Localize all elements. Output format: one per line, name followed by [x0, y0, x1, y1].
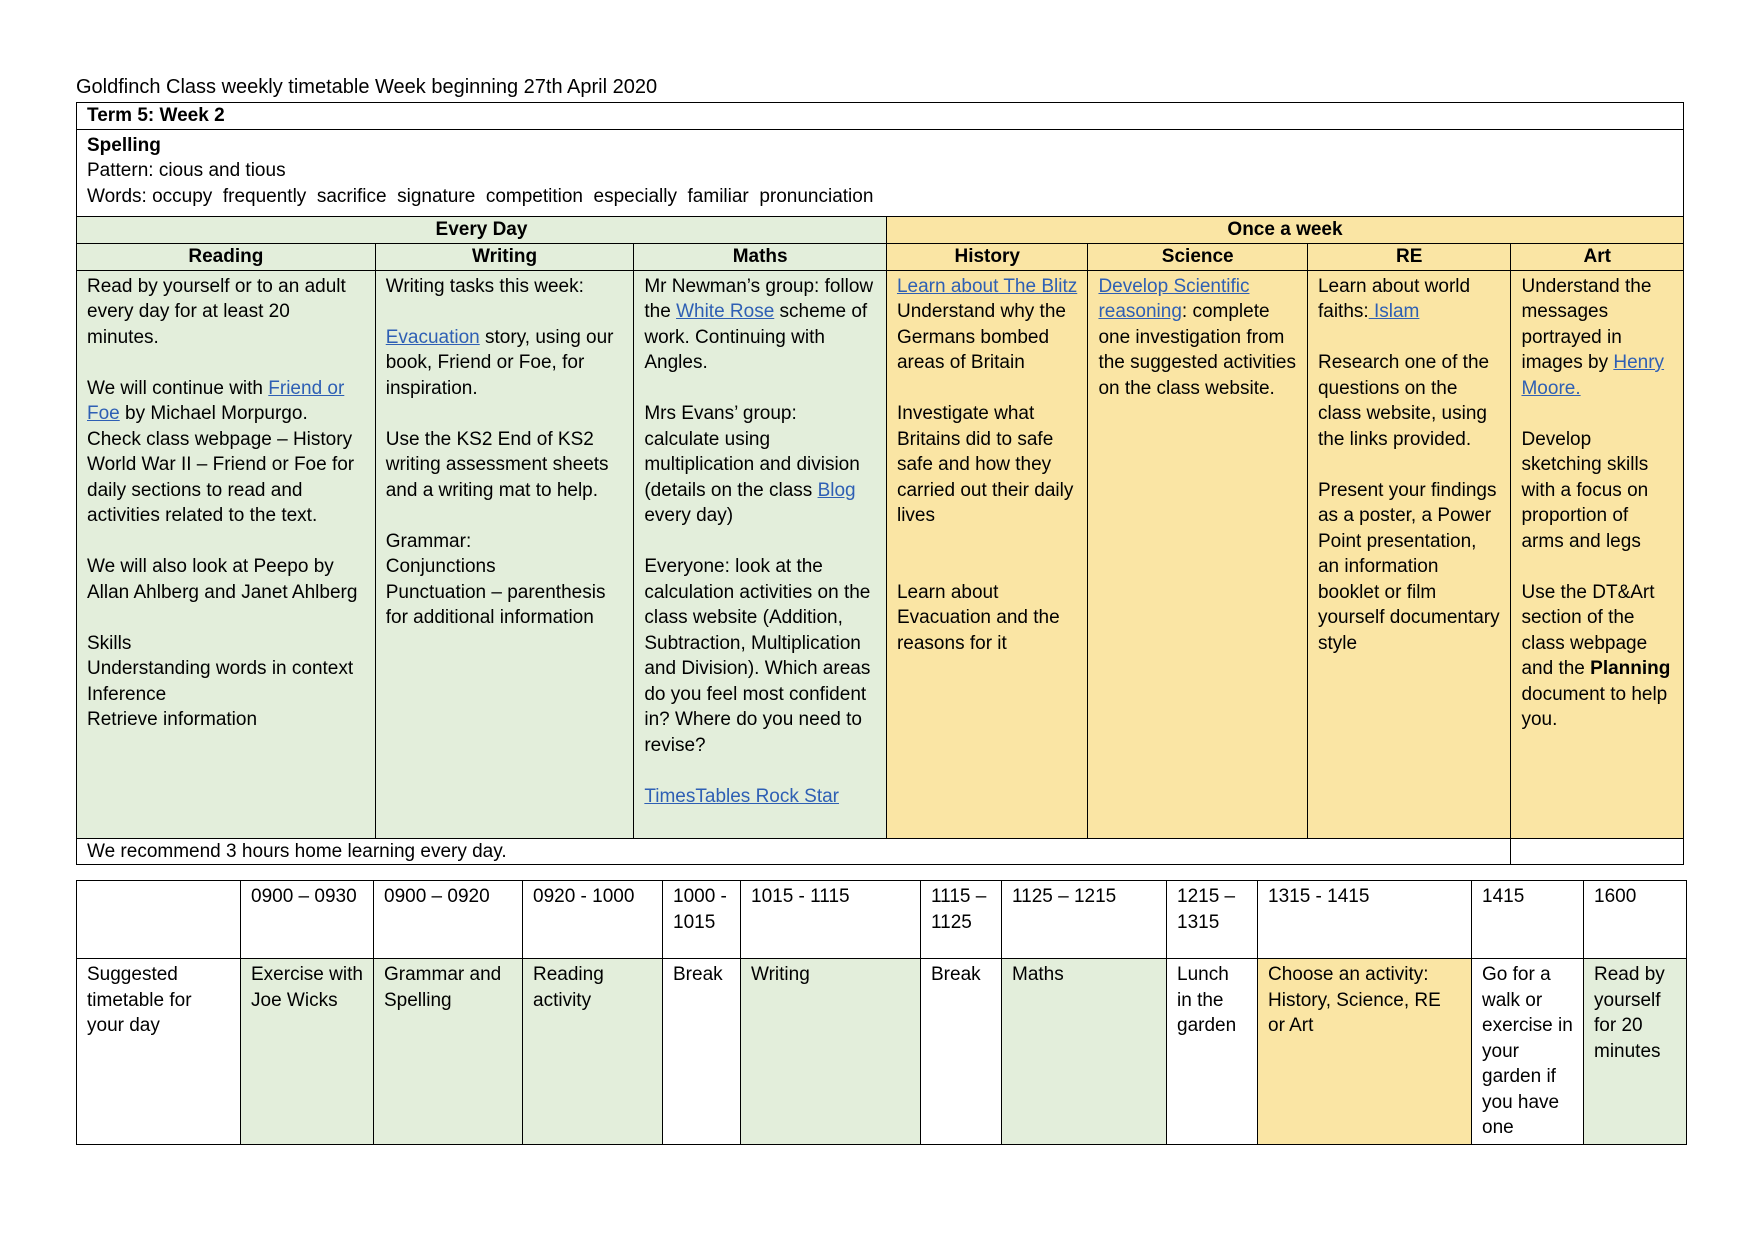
learn-about-the-blitz-link[interactable]: Learn about The Blitz	[896, 275, 1078, 297]
time-slot: 0900 – 0920	[374, 881, 523, 959]
suggested-daily-schedule	[76, 880, 1687, 1145]
activity-cell: Exercise with Joe Wicks	[241, 959, 374, 1145]
re-faiths-pre: Learn about world faiths:	[1317, 275, 1471, 322]
every-day-header: Every Day	[77, 216, 887, 243]
evacuation-link[interactable]: Evacuation	[385, 326, 480, 348]
white-rose-link[interactable]: White Rose	[676, 301, 775, 322]
activity-cell: Choose an activity: History, Science, RE or Art	[1258, 959, 1472, 1145]
art-header: Art	[1511, 243, 1684, 270]
re-faiths	[1318, 274, 1501, 325]
activity-cell: Break	[921, 959, 1002, 1145]
history-p1: Understand why the Germans bombed areas of Britain	[896, 301, 1066, 373]
reading-skills: Skills Understanding words in context Inference Retrieve information	[87, 632, 354, 730]
art-messages	[1521, 274, 1673, 402]
time-slot: 1600	[1584, 881, 1687, 959]
maths-cell	[634, 270, 887, 838]
time-slot: 0920 - 1000	[523, 881, 663, 959]
art-dt-pre: Use the DT&Art section of the class webpage and the	[1521, 581, 1655, 679]
recommendation: We recommend 3 hours home learning every day.	[77, 838, 1511, 864]
writing-assessment: Use the KS2 End of KS2 writing assessment sheets and a writing mat to help.	[385, 428, 609, 501]
writing-story	[386, 325, 624, 402]
recommendation-empty	[1511, 838, 1684, 864]
once-a-week-header: Once a week	[886, 216, 1683, 243]
timestables-rock-star-link[interactable]: TimesTables Rock Star	[644, 785, 839, 807]
re-research: Research one of the questions on the class website, using the links provided.	[1317, 352, 1490, 450]
time-slot: 1115 – 1125	[921, 881, 1002, 959]
maths-everyone: Everyone: look at the calculation activities on the class website (Addition, Subtraction, Multiplication and Division). Which areas do you feel most confident in? Where do you need to revise?	[644, 556, 871, 756]
maths-newman-pre: Mr Newman’s group: follow the	[644, 275, 874, 322]
document-title: Goldfinch Class weekly timetable Week beginning 27th April 2020	[76, 76, 658, 98]
maths-header: Maths	[634, 243, 887, 270]
time-slot: 0900 – 0930	[241, 881, 374, 959]
activity-cell: Grammar and Spelling	[374, 959, 523, 1145]
art-sketching: Develop sketching skills with a focus on proportion of arms and legs	[1521, 428, 1649, 552]
time-slot: 1000 - 1015	[663, 881, 741, 959]
reading-header: Reading	[77, 243, 376, 270]
writing-grammar: Grammar: Conjunctions Punctuation – parenthesis for additional information	[385, 530, 606, 628]
reading-cell	[77, 270, 376, 838]
re-header: RE	[1307, 243, 1511, 270]
time-slot: 1215 – 1315	[1167, 881, 1258, 959]
spelling-section	[77, 129, 1684, 216]
activity-cell: Writing	[741, 959, 921, 1145]
term-heading: Term 5: Week 2	[77, 103, 1684, 130]
art-cell	[1511, 270, 1684, 838]
activity-cell: Break	[663, 959, 741, 1145]
activity-cell: Reading activity	[523, 959, 663, 1145]
spelling-pattern: Pattern: cious and tious	[87, 160, 286, 181]
science-post: : complete one investigation from the suggested activities on the class website.	[1098, 301, 1296, 399]
activity-cell: Maths	[1002, 959, 1167, 1145]
maths-evans-pre: Mrs Evans’ group: calculate using multiplication and division (details on the class	[644, 403, 860, 501]
maths-newman	[644, 274, 876, 376]
science-cell	[1088, 270, 1308, 838]
science-text	[1098, 274, 1297, 402]
spelling-heading: Spelling	[87, 134, 161, 156]
henry-moore-link[interactable]: Henry Moore.	[1521, 352, 1665, 399]
history-p3: Learn about Evacuation and the reasons for it	[896, 581, 1060, 654]
reading-peepo: We will also look at Peepo by Allan Ahlberg and Janet Ahlberg	[87, 556, 358, 603]
writing-story-text: story, using our book, Friend or Foe, for inspiration.	[385, 326, 614, 399]
time-slot: 1315 - 1415	[1258, 881, 1472, 959]
history-p2: Investigate what Britains did to safe safe and how they carried out their daily lives	[896, 403, 1074, 526]
blog-link[interactable]: Blog	[817, 479, 856, 501]
art-dt-post: document to help you.	[1521, 683, 1668, 730]
islam-link[interactable]: Islam	[1368, 301, 1420, 322]
time-slot: 1015 - 1115	[741, 881, 921, 959]
re-cell	[1307, 270, 1511, 838]
develop-scientific-reasoning-link[interactable]: Develop Scientific reasoning	[1098, 275, 1250, 322]
history-header: History	[886, 243, 1087, 270]
spelling-words: Words: occupy frequently sacrifice signature competition especially familiar pronunciation	[87, 185, 874, 207]
writing-header: Writing	[375, 243, 634, 270]
re-present: Present your findings as a poster, a Power Point presentation, an information booklet or film yourself documentary style	[1317, 479, 1500, 654]
maths-evans-post: every day)	[644, 505, 734, 526]
weekly-timetable	[76, 102, 1684, 865]
reading-intro: Read by yourself or to an adult every day for at least 20 minutes.	[87, 275, 346, 348]
reading-book-pre: We will continue with	[87, 377, 269, 399]
friend-or-foe-link[interactable]: Friend or Foe	[87, 377, 345, 424]
activity-cell: Lunch in the garden	[1167, 959, 1258, 1145]
art-dt-section	[1521, 580, 1673, 733]
time-slot: 1125 – 1215	[1002, 881, 1167, 959]
schedule-corner	[77, 881, 241, 959]
writing-cell	[375, 270, 634, 838]
schedule-row-label: Suggested timetable for your day	[77, 959, 241, 1145]
reading-book-post: by Michael Morpurgo. Check class webpage – History World War II – Friend or Foe for daily sections to read and activities related to the text.	[87, 403, 355, 526]
history-cell	[886, 270, 1087, 838]
time-slot: 1415	[1472, 881, 1584, 959]
activity-cell: Read by yourself for 20 minutes	[1584, 959, 1687, 1145]
planning-label: Planning	[1590, 658, 1671, 679]
science-header: Science	[1088, 243, 1308, 270]
reading-book-text	[87, 376, 365, 529]
activity-cell: Go for a walk or exercise in your garden if you have one	[1472, 959, 1584, 1145]
maths-newman-post: scheme of work. Continuing with Angles.	[644, 301, 868, 373]
writing-intro: Writing tasks this week:	[385, 275, 584, 297]
art-messages-pre: Understand the messages portrayed in images by	[1521, 275, 1652, 373]
maths-evans	[644, 401, 876, 529]
